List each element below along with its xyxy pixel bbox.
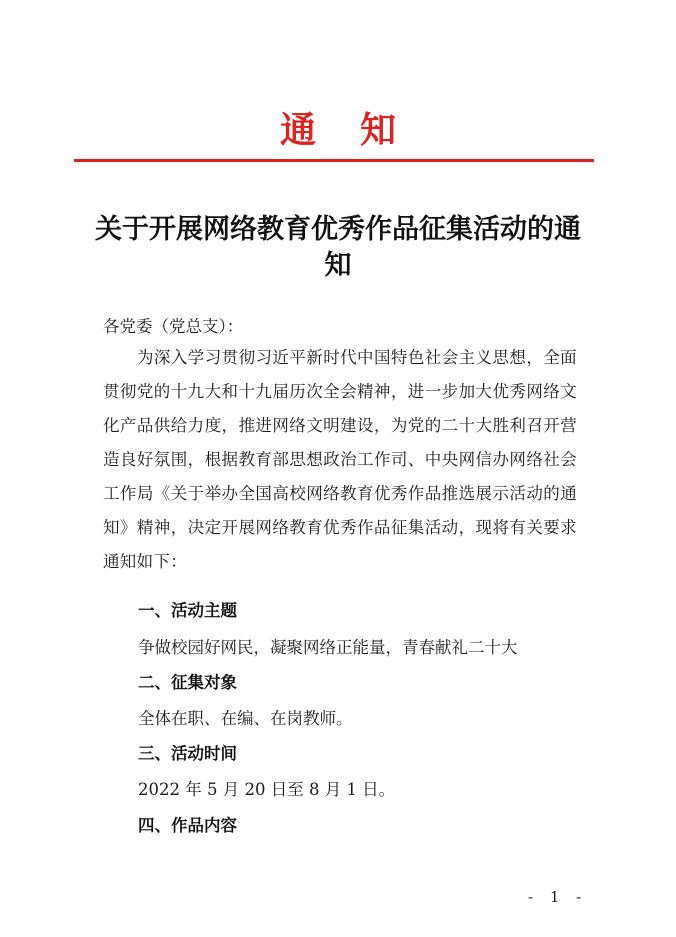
- section-heading-time: 三、活动时间: [138, 744, 237, 763]
- page-number: - 1 -: [528, 888, 588, 906]
- section-content-target: 全体在职、在编、在岗教师。: [138, 709, 353, 728]
- section-content-theme: 争做校园好网民，凝聚网络正能量，青春献礼二十大: [138, 638, 518, 657]
- section-heading-target: 二、征集对象: [138, 673, 237, 692]
- intro-paragraph: 为深入学习贯彻习近平新时代中国特色社会主义思想，全面贯彻党的十九大和十九届历次全会精神，进一步加大优秀网络文化产品供给力度，推进网络文明建设，为党的二十大胜利召开营造良好氛围，根据教育部思想政治工作司、中央网信办网络社会工作局《关于举办全国高校网络教育优秀作品推选展示活动的通知》精神，决定开展网络教育优秀作品征集活动，现将有关要求通知如下：: [103, 348, 577, 571]
- salutation: 各党委（党总支）：: [103, 317, 244, 336]
- notice-header-title: 通知: [279, 109, 440, 151]
- red-header-rule: [74, 159, 594, 162]
- section-heading-theme: 一、活动主题: [138, 601, 237, 620]
- section-content-time: 2022 年 5 月 20 日至 8 月 1 日。: [138, 780, 396, 799]
- section-heading-content: 四、作品内容: [138, 816, 237, 835]
- document-title: 关于开展网络教育优秀作品征集活动的通知: [95, 214, 581, 281]
